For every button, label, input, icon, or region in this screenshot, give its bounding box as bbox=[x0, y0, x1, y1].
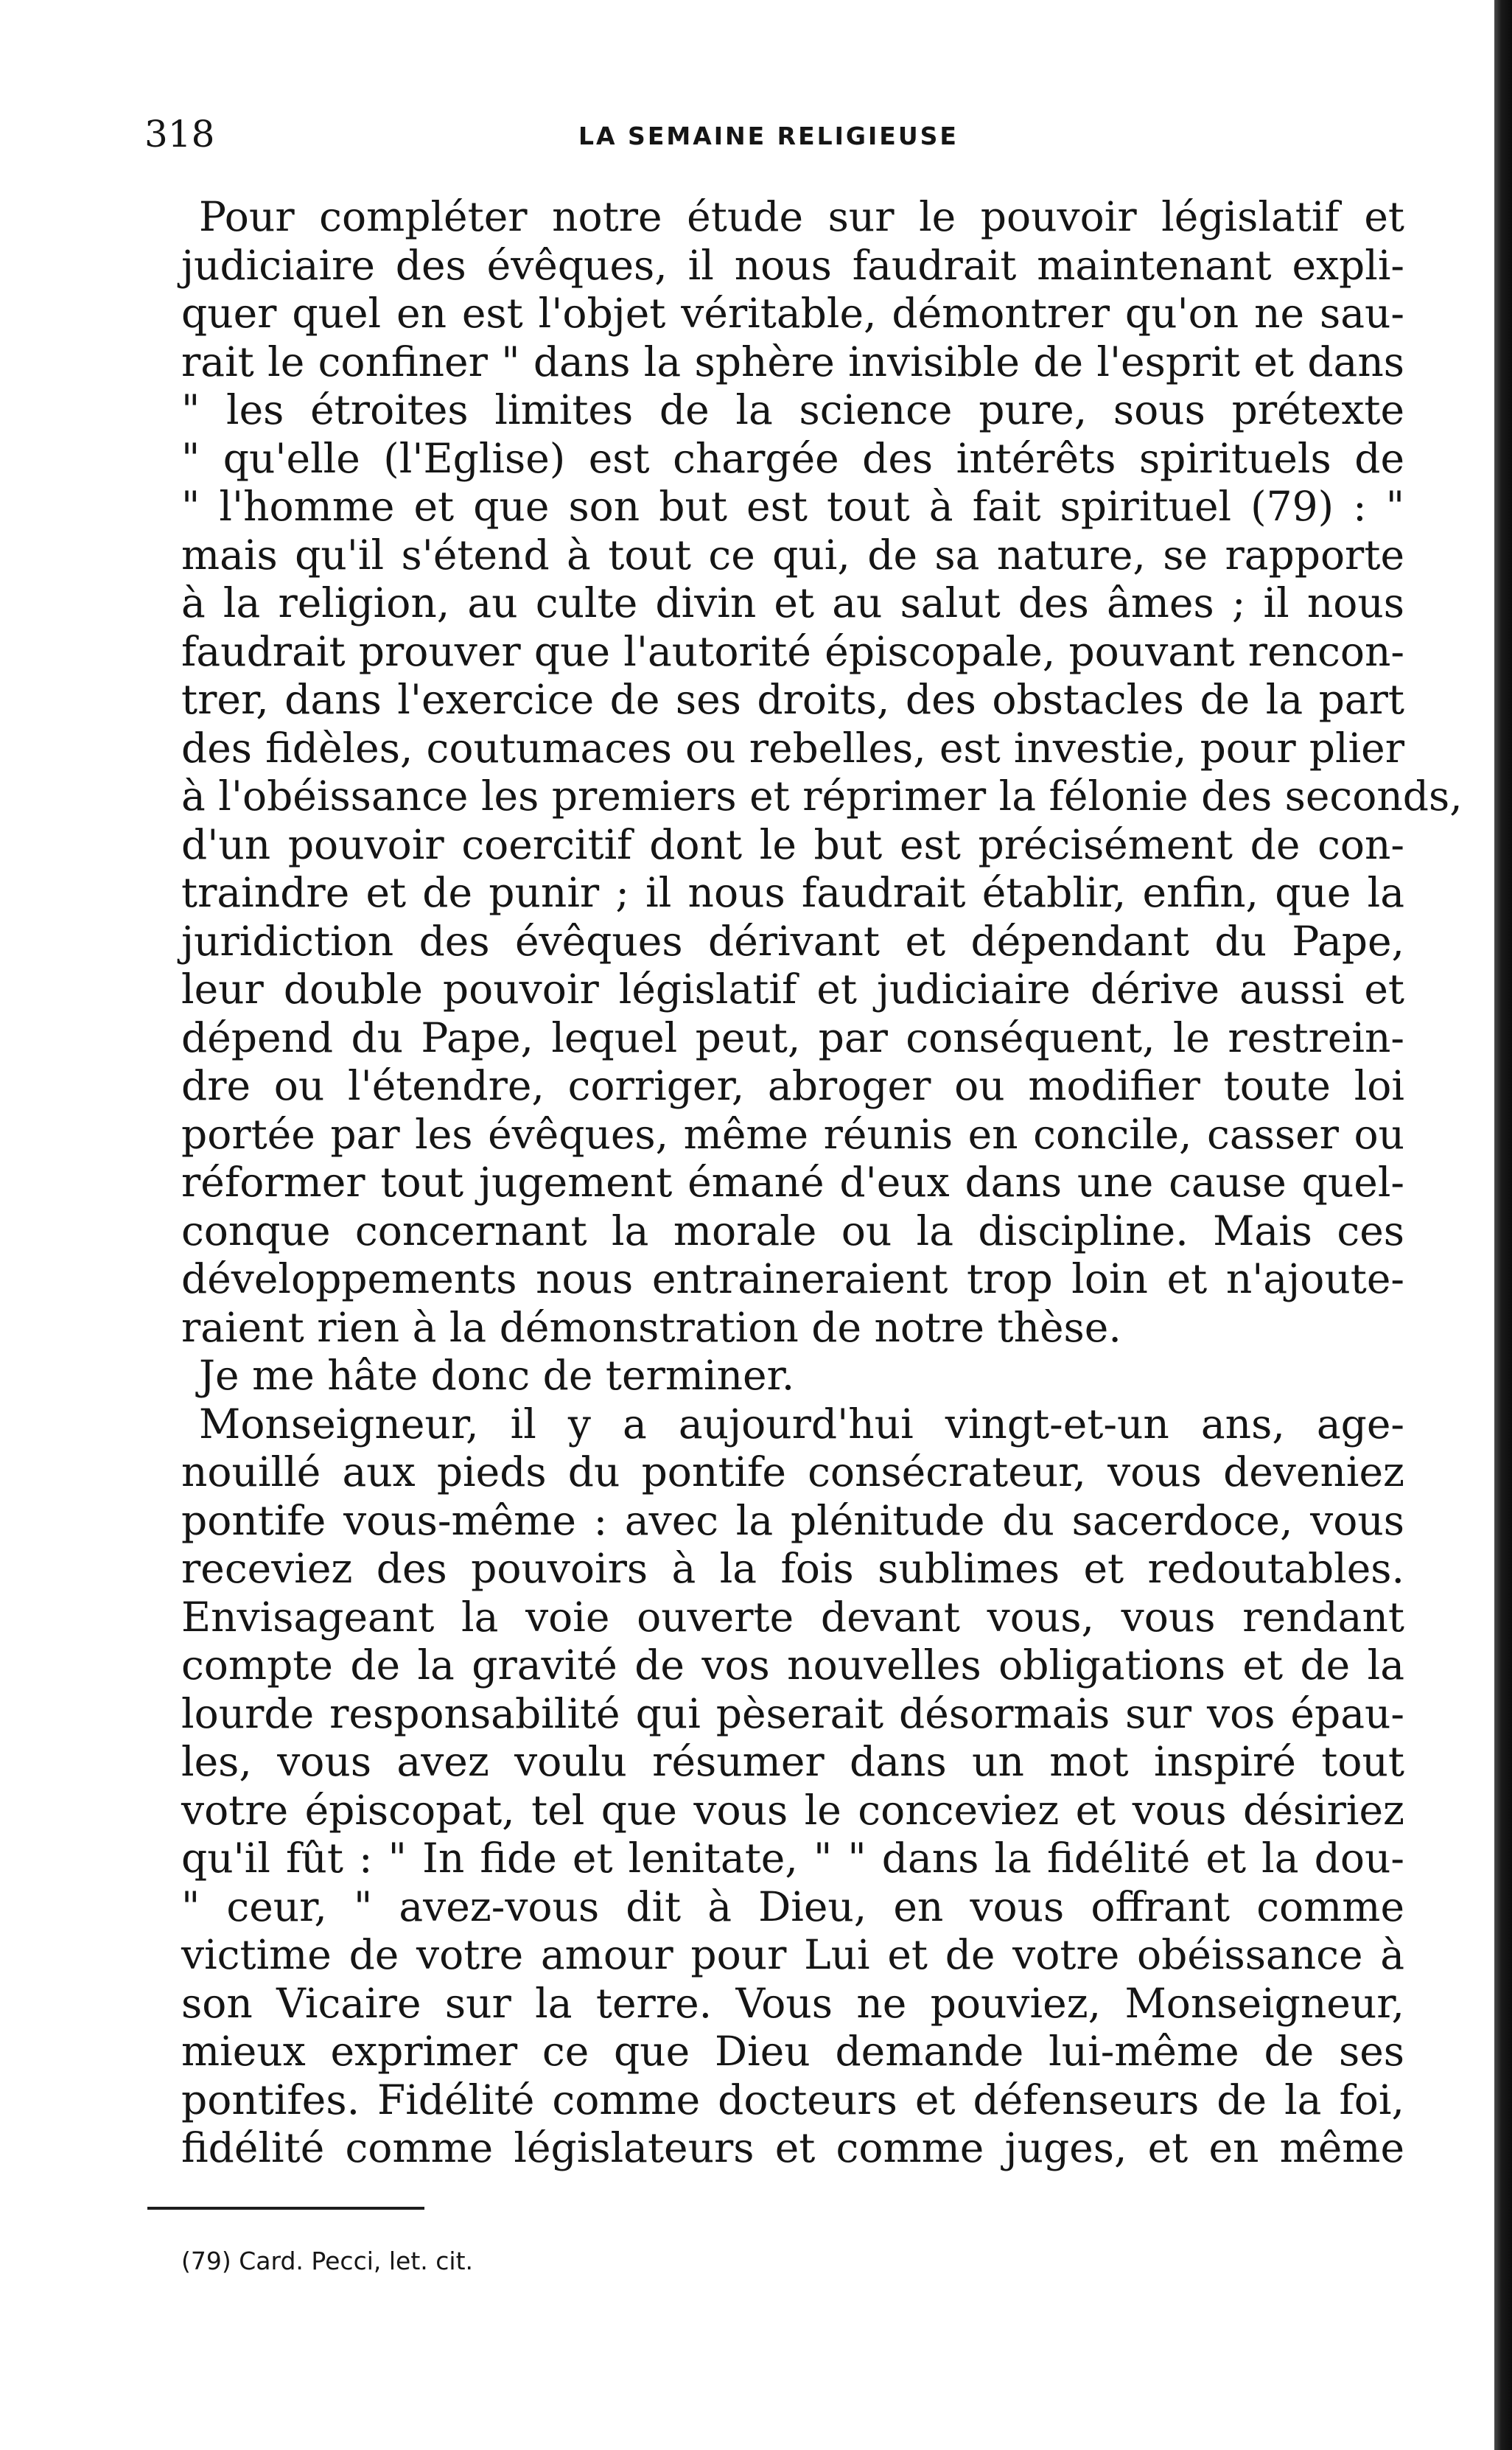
page-number: 318 bbox=[144, 113, 215, 156]
text-line: " l'homme et que son but est tout à fait spirituel (79) : " bbox=[181, 483, 1404, 530]
text-line: développements nous entraineraient trop loin et n'ajoute- bbox=[181, 1255, 1404, 1302]
text-line: pontife vous-même : avec la plénitude du sacerdoce, vous bbox=[181, 1496, 1404, 1544]
text-line: réformer tout jugement émané d'eux dans une cause quel- bbox=[181, 1159, 1404, 1206]
text-line: " ceur, " avez-vous dit à Dieu, en vous offrant comme bbox=[181, 1882, 1404, 1930]
text-line: traindre et de punir ; il nous faudrait établir, enfin, que la bbox=[181, 869, 1404, 916]
running-head: LA SEMAINE RELIGIEUSE bbox=[578, 122, 959, 150]
text-line: victime de votre amour pour Lui et de votre obéissance à bbox=[181, 1931, 1404, 1978]
text-line: Monseigneur, il y a aujourd'hui vingt-et-un ans, age- bbox=[199, 1400, 1404, 1448]
text-line: les, vous avez voulu résumer dans un mot inspiré tout bbox=[181, 1738, 1404, 1785]
footnote-divider bbox=[147, 2207, 424, 2210]
text-line: portée par les évêques, même réunis en concile, casser ou bbox=[181, 1110, 1404, 1158]
text-line: à la religion, au culte divin et au salut des âmes ; il nous bbox=[181, 579, 1404, 627]
text-line: " les étroites limites de la science pure, sous prétexte bbox=[181, 386, 1404, 433]
text-line: à l'obéissance les premiers et réprimer la félonie des seconds, bbox=[181, 772, 1463, 820]
text-line: Pour compléter notre étude sur le pouvoir législatif et bbox=[199, 193, 1404, 240]
text-line: faudrait prouver que l'autorité épiscopale, pouvant rencon- bbox=[181, 627, 1404, 675]
footnote: (79) Card. Pecci, let. cit. bbox=[181, 2247, 473, 2275]
text-line: raient rien à la démonstration de notre thèse. bbox=[181, 1303, 1121, 1351]
text-line: qu'il fût : " In fide et lenitate, " " dans la fidélité et la dou- bbox=[181, 1835, 1404, 1882]
text-line: nouillé aux pieds du pontife consécrateur, vous deveniez bbox=[181, 1448, 1404, 1496]
scan-page-edge bbox=[1494, 0, 1512, 2450]
text-line: judiciaire des évêques, il nous faudrait maintenant expli- bbox=[181, 241, 1404, 289]
text-line: conque concernant la morale ou la discipline. Mais ces bbox=[181, 1207, 1404, 1254]
text-line: fidélité comme législateurs et comme juges, et en même bbox=[181, 2124, 1404, 2171]
text-line: " qu'elle (l'Eglise) est chargée des intérêts spirituels de bbox=[181, 434, 1404, 482]
text-line: Je me hâte donc de terminer. bbox=[199, 1352, 795, 1399]
text-line: d'un pouvoir coercitif dont le but est précisément de con- bbox=[181, 820, 1404, 868]
text-line: lourde responsabilité qui pèserait désormais sur vos épau- bbox=[181, 1689, 1404, 1737]
text-line: quer quel en est l'objet véritable, démontrer qu'on ne sau- bbox=[181, 290, 1404, 337]
text-line: dépend du Pape, lequel peut, par conséquent, le restrein- bbox=[181, 1013, 1404, 1061]
text-line: leur double pouvoir législatif et judiciaire dérive aussi et bbox=[181, 966, 1404, 1013]
text-line: juridiction des évêques dérivant et dépendant du Pape, bbox=[181, 917, 1404, 965]
text-line: dre ou l'étendre, corriger, abroger ou modifier toute loi bbox=[181, 1062, 1404, 1109]
text-line: rait le confiner " dans la sphère invisible de l'esprit et dans bbox=[181, 338, 1404, 385]
text-line: mieux exprimer ce que Dieu demande lui-même de ses bbox=[181, 2028, 1404, 2075]
text-line: receviez des pouvoirs à la fois sublimes et redoutables. bbox=[181, 1545, 1404, 1592]
text-line: trer, dans l'exercice de ses droits, des obstacles de la part bbox=[181, 676, 1404, 723]
body-text bbox=[181, 193, 1463, 2173]
text-line: votre épiscopat, tel que vous le conceviez et vous désiriez bbox=[181, 1786, 1404, 1834]
text-line: Envisageant la voie ouverte devant vous, vous rendant bbox=[181, 1593, 1404, 1641]
text-line: son Vicaire sur la terre. Vous ne pouviez, Monseigneur, bbox=[181, 1979, 1404, 2027]
text-line: compte de la gravité de vos nouvelles obligations et de la bbox=[181, 1641, 1404, 1689]
text-line: des fidèles, coutumaces ou rebelles, est investie, pour plier bbox=[181, 724, 1404, 772]
text-line: pontifes. Fidélité comme docteurs et défenseurs de la foi, bbox=[181, 2076, 1404, 2123]
text-line: mais qu'il s'étend à tout ce qui, de sa nature, se rapporte bbox=[181, 531, 1404, 579]
